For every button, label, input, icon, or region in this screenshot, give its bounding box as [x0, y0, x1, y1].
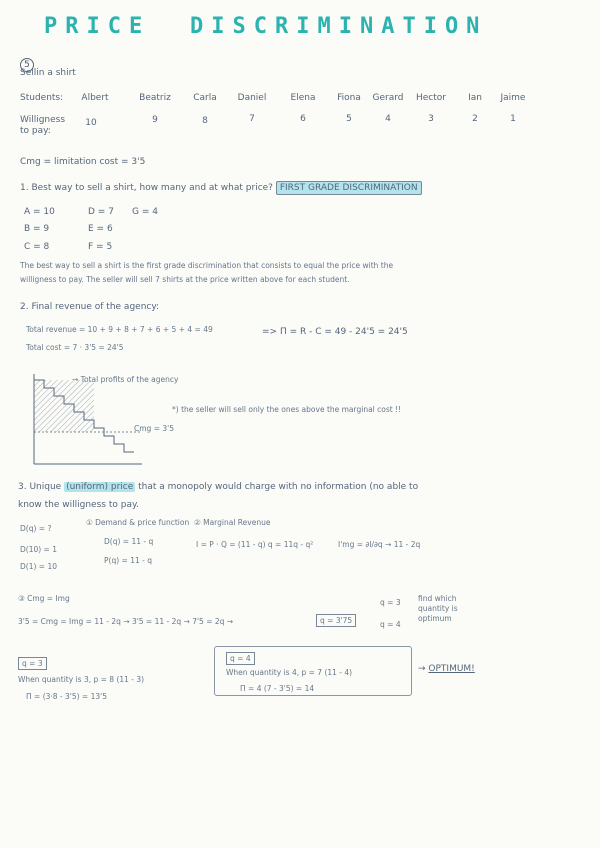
student-name: Carla	[193, 93, 217, 103]
graph-label: → Total profits of the agency	[72, 375, 179, 384]
wtp-value: 5	[346, 114, 352, 124]
q2-profit: => Π = R - C = 49 - 24'5 = 24'5	[262, 327, 408, 337]
wtp-value: 3	[428, 114, 434, 124]
student-name: Jaime	[500, 93, 526, 103]
q1-highlight: FIRST GRADE DISCRIMINATION	[276, 181, 422, 195]
q3-d1: D(1) = 10	[20, 562, 57, 571]
student-name: Fiona	[337, 93, 361, 103]
student-name: Daniel	[237, 93, 267, 103]
q3-solve: 3'5 = Cmg = Img = 11 - 2q → 3'5 = 11 - 2q → 7'5 = 2q →	[18, 617, 234, 626]
wtp-value: 6	[300, 114, 306, 124]
page-title-left: PRICE	[44, 14, 151, 39]
graph-cmg-label: Cmg = 3'5	[134, 424, 174, 433]
q3-optimum: → OPTIMUM!	[418, 664, 475, 674]
q3-q-boxed: q = 3'75	[316, 614, 356, 627]
student-name: Beatriz	[139, 93, 171, 103]
wtp-value: 2	[472, 114, 478, 124]
students-label: Students:	[20, 93, 64, 103]
q3-cmg-img: ③ Cmg = Img	[18, 594, 70, 603]
student-name: Albert	[81, 93, 109, 103]
q3-highlight: (uniform) price	[66, 482, 134, 492]
wtp-value: 1	[510, 114, 516, 124]
q3-q3: q = 3	[380, 598, 401, 607]
student-name: Elena	[290, 93, 316, 103]
q1-text: 1. Best way to sell a shirt, how many and at what price? FIRST GRADE DISCRIMINATION	[20, 183, 422, 193]
q3-q4: q = 4	[380, 620, 401, 629]
q1-answer-line2: willigness to pay. The seller will sell 7 shirts at the price written above for each student.	[20, 275, 350, 284]
student-name: Gerard	[372, 93, 404, 103]
q1-pair: A = 10	[24, 207, 55, 217]
q1-pair: E = 6	[88, 224, 113, 234]
student-name: Hector	[416, 93, 446, 103]
student-name: Ian	[468, 93, 482, 103]
wtp-value: 4	[385, 114, 391, 124]
wtp-label: Willigness to pay:	[20, 115, 66, 136]
q3-left-box: q = 3	[18, 657, 47, 670]
q3-d10: D(10) = 1	[20, 545, 57, 554]
graph-note: *) the seller will sell only the ones above the marginal cost !!	[172, 405, 402, 414]
q1-answer-line1: The best way to sell a shirt is the first grade discrimination that consists to equal the price with the	[20, 261, 394, 270]
q1-pair: B = 9	[24, 224, 50, 234]
q1-pair: C = 8	[24, 242, 50, 252]
exercise-number: 5	[20, 52, 34, 72]
q3-left-line1: When quantity is 3, p = 8 (11 - 3)	[18, 675, 145, 684]
wtp-value: 9	[152, 115, 158, 125]
q3-title-cont: know the willigness to pay.	[18, 500, 139, 510]
wtp-value: 10	[85, 118, 97, 128]
q3-head-demand: ① Demand & price function	[86, 518, 190, 527]
intro-text: Sellin a shirt	[20, 68, 76, 78]
q3-right-line1: When quantity is 4, p = 7 (11 - 4)	[226, 668, 353, 677]
cost-line: Cmg = limitation cost = 3'5	[20, 157, 146, 167]
graph-profit-area	[34, 380, 94, 432]
q2-revenue: Total revenue = 10 + 9 + 8 + 7 + 6 + 5 + 4 = 49	[26, 325, 213, 334]
q1-pair: D = 7	[88, 207, 114, 217]
q1-pair: G = 4	[132, 207, 158, 217]
q3-left-line2: Π = (3·8 - 3'5) = 13'5	[26, 692, 107, 701]
q2-title: 2. Final revenue of the agency:	[20, 302, 160, 312]
page-title-right: DISCRIMINATION	[190, 14, 488, 39]
wtp-value: 7	[249, 114, 255, 124]
q3-dq: D(q) = ?	[20, 524, 52, 533]
q1-pair: F = 5	[88, 242, 113, 252]
q3-right-box: q = 4	[226, 652, 255, 665]
q3-title: 3. Unique (uniform) price that a monopoly would charge with no information (no able to	[18, 482, 419, 492]
q3-eq-demand: D(q) = 11 - q	[104, 537, 154, 546]
q3-right-line2: Π = 4 (7 - 3'5) = 14	[240, 684, 315, 693]
wtp-value: 8	[202, 116, 208, 126]
q2-cost: Total cost = 7 · 3'5 = 24'5	[26, 343, 124, 352]
q3-eq-price: P(q) = 11 - q	[104, 556, 152, 565]
q3-eq-mr: I'mg = ∂I/∂q → 11 - 2q	[338, 540, 421, 549]
profit-staircase-graph	[16, 370, 146, 470]
q3-eq-revenue: I = P · Q = (11 - q) q = 11q - q²	[196, 540, 314, 549]
q3-head-mr: ② Marginal Revenue	[194, 518, 271, 527]
q3-find: find which quantity is optimum	[418, 594, 458, 623]
